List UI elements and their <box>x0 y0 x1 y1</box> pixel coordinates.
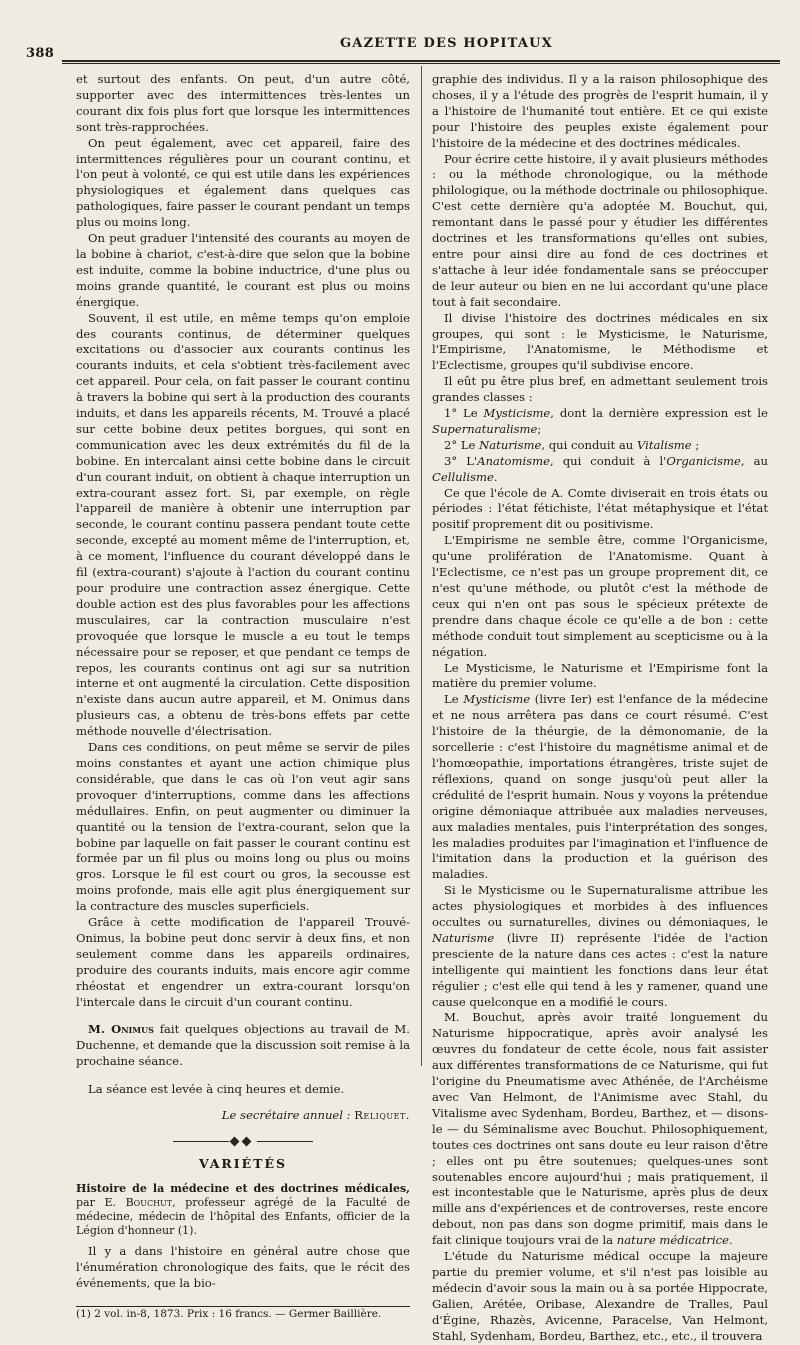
list-term: Naturisme <box>479 437 542 452</box>
article-heading <box>76 1182 410 1238</box>
right-column <box>432 72 768 1345</box>
paragraph: Ce que l'école de A. Comte diviserait en trois états ou périodes : l'état fétichiste, l'état métaphysique et l'état positif proprement dit ou positivisme. <box>432 485 768 532</box>
list-text: , qui conduit au <box>541 437 637 452</box>
paragraph: Dans ces conditions, on peut même se servir de piles moins constantes et ayant une action chimique plus considérable, que dans le cas où l'on veut agir sans provoquer d'interruptions, comme dans les affections médullaires. Enfin, on peut augmenter ou diminuer la quantité ou la tension de l'extra-courant, selon que la bobine par laquelle on fait passer le courant continu est formée par un fil plus ou moins long ou plus ou moins gros. Lorsque le fil est court ou gros, la secousse est moins profonde, mais elle agit plus énergiquement sur la contracture des muscles superficiels. <box>76 740 410 914</box>
header-rule-thin <box>62 63 780 64</box>
paragraph <box>76 1022 410 1070</box>
paragraph-text: (livre II) représente l'idée de l'action presciente de la nature dans ces actes : c'est la nature intelligente qui maintient les fonctions dans leur état régulier ; c'est elle qui tend à les y ramener, quand une cause quelconque en a modifié le cours. <box>432 930 768 1009</box>
speaker-name: M. Onimus <box>88 1022 154 1037</box>
list-term: Cellulisme <box>432 469 494 484</box>
list-text: 1° Le <box>444 406 484 421</box>
paragraph-text: M. Bouchut, après avoir traité longuement du Naturisme hippocratique, après avoir analysé les œuvres du fondateur de cette école, nous fait assister aux différentes transformations de ce Naturisme, qui fut l'origine du Pneumatisme avec Athénée, de l'Archéisme avec Van Helmont, de l'Animisme avec Stahl, du Vitalisme avec Sydenham, Bordeu, Barthez, et — disons-le — du Séminalisme avec Bouchut. Philosophiquement, toutes ces doctrines ont sans doute eu leur raison d'être ; elles ont pu être soutenues; quelques-unes sont soutenables encore aujourd'hui ; mais pratiquement, il est incontestable que le Naturisme, après plus de deux mille ans d'expériences et de controverses, reste encore debout, non pas dans son dogme primitif, mais dans le fait clinique toujours vrai de la <box>432 1010 768 1248</box>
left-column <box>76 72 410 1321</box>
paragraph: Grâce à cette modification de l'appareil Trouvé-Onimus, la bobine peut donc servir à deux fins, et non seulement comme dans les appareils ordinaires, produire des courants induits, mais encore agir comme rhéostat et engendrer un extra-courant lorsqu'on l'intercale dans le circuit d'un courant continu. <box>76 915 410 1009</box>
footnote: (1) 2 vol. in-8, 1873. Prix : 16 francs. — Germer Baillière. <box>76 1307 382 1320</box>
paragraph: On peut graduer l'intensité des courants au moyen de la bobine à chariot, c'est-à-dire que selon que la bobine est induite, comme la bobine inductrice, d'une plus ou moins grande quantité, le courant est plus ou moins énergique. <box>76 231 410 309</box>
paragraph: Souvent, il est utile, en même temps qu'on emploie des courants continus, de déterminer quelques excitations ou d'associer aux courants continus les courants induits, et cela s'obtient très-facilement avec cet appareil. Pour cela, on fait passer le courant continu à travers la bobine qui sert à la production des courants induits, et dans les appareils récents, M. Trouvé a placé sur cette bobine deux petites borgues, qui sont en communication avec les deux extrémités du fil de la bobine. En intercalant ainsi cette bobine dans le circuit d'un courant induit, on obtient à chaque interruption un extra-courant assez fort. Si, par exemple, on règle l'appareil de manière à obtenir une interruption par seconde, le courant continu passera pendant toute cette seconde, excepté au moment même de l'interruption, et, à ce moment, l'influence du courant développé dans le fil (extra-courant) s'ajoute à l'action du courant continu pour produire une contraction assez énergique. Cette double action est des plus favorables pour les affections musculaires, car la contraction musculaire n'est provoquée que lorsque le muscle a eu tout le temps nécessaire pour se reposer, et que pendant ce temps de repos, les courants continus ont agi sur sa nutrition interne et ont augmenté la circulation. Cette disposition n'existe dans aucun autre appareil, et M. Onimus dans plusieurs cas, a obtenu de très-bons effets par cette méthode nouvelle d'électrisation. <box>76 310 410 739</box>
signature-role: Le secrétaire annuel : <box>221 1108 355 1123</box>
paragraph: Il y a dans l'histoire en général autre chose que l'énumération chronologique des faits, que le récit des événements, que la bio- <box>76 1243 410 1290</box>
ornamental-divider <box>173 1138 313 1146</box>
article-title: Histoire de la médecine et des doctrines médicales, <box>76 1181 410 1195</box>
list-term: Mysticisme <box>483 406 551 421</box>
header-rule <box>62 60 780 62</box>
paragraph: Il divise l'histoire des doctrines médicales en six groupes, qui sont : le Mysticisme, le Naturisme, l'Empirisme, l'Anatomisme, le Méthodisme et l'Eclectisme, groupes qu'il subdivise encore. <box>432 310 768 373</box>
signature <box>76 1108 410 1124</box>
page-number: 388 <box>26 46 55 61</box>
list-term: Organicisme <box>666 453 741 468</box>
signature-name: Reliquet. <box>354 1108 410 1123</box>
list-text: , dont la dernière expression est le <box>550 406 768 421</box>
list-item <box>432 438 768 454</box>
paragraph-text: Si le Mysticisme ou le Supernaturalisme attribue les actes physiologiques et morbides à des influences occultes ou surnaturelles, divines ou démoniaques, le <box>432 883 768 930</box>
list-item <box>432 454 768 486</box>
list-text: ; <box>537 421 542 436</box>
list-text: 3° L' <box>444 453 478 468</box>
paragraph <box>432 1010 768 1249</box>
paragraph-text: fait quelques objections au travail de M. Duchenne, et demande que la discussion soit remise à la prochaine séance. <box>76 1022 410 1069</box>
paragraph: Il eût pu être plus bref, en admettant seulement trois grandes classes : <box>432 374 768 405</box>
list-term: Vitalisme <box>636 437 692 452</box>
list-term: Supernaturalisme <box>432 421 538 436</box>
list-text: , au <box>740 453 768 468</box>
list-text: . <box>493 469 498 484</box>
paragraph-term: Mysticisme <box>463 692 531 707</box>
article-byline-text: par E. <box>76 1195 126 1209</box>
paragraph: On peut également, avec cet appareil, faire des intermittences régulières pour un courant continu, et l'on peut à volonté, ce qui est utile dans les expériences physiologiques et également dans quelques cas pathologiques, faire passer le courant pendant un temps plus ou moins long. <box>76 135 410 230</box>
list-text: 2° Le <box>444 437 480 452</box>
paragraph: Le Mysticisme, le Naturisme et l'Empirisme font la matière du premier volume. <box>432 660 768 691</box>
article-author: Bouchut <box>125 1195 173 1209</box>
paragraph <box>432 692 768 883</box>
column-divider <box>421 66 422 1066</box>
list-term: Anatomisme <box>477 453 550 468</box>
paragraph-text: Le <box>444 692 464 707</box>
paragraph-text: . <box>729 1233 733 1248</box>
paragraph: L'étude du Naturisme médical occupe la majeure partie du premier volume, et s'il n'est pas loisible au médecin d'avoir sous la main ou à sa portée Hippocrate, Galien, Arétée, Oribase, Alexandre de Tralles, Paul d'Égine, Rhazès, Avicenne, Paracelse, Van Helmont, Stahl, Sydenham, Bordeu, Barthez, etc., etc., il trouvera <box>432 1249 768 1343</box>
paragraph-term: Naturisme <box>432 930 495 945</box>
section-title: VARIÉTÉS <box>198 1156 288 1171</box>
paragraph <box>432 883 768 1010</box>
paragraph: et surtout des enfants. On peut, d'un autre côté, supporter avec des intermittences très-lentes un courant dix fois plus fort que lorsque les intermittences sont très-rapprochées. <box>76 72 410 134</box>
list-text: , qui conduit à l' <box>549 453 667 468</box>
paragraph-text: (livre Ier) est l'enfance de la médecine et ne nous arrêtera pas dans ce court résumé. C'est l'histoire de la théurgie, de la démonomanie, de la sorcellerie : c'est l'histoire du magnétisme animal et de l'homœopathie, importations étrangères, triste sujet de réflexions, quand on songe jusqu'où peut aller la crédulité de l'esprit humain. Nous y voyons la prétendue origine démoniaque attribuée aux maladies nerveuses, aux maladies mentales, puis l'interprétation des songes, les maladies produites par l'imagination et l'influence de l'imitation dans la production et la guérison des maladies. <box>432 692 768 882</box>
list-item <box>432 406 768 438</box>
paragraph: La séance est levée à cinq heures et demie. <box>88 1082 345 1097</box>
paragraph: Pour écrire cette histoire, il y avait plusieurs méthodes : ou la méthode chronologique, ou la méthode philologique, ou la méthode doctrinale ou philosophique. C'est cette dernière qu'a adoptée M. Bouchut, qui, remontant dans le passé pour y étudier les différentes doctrines et les transformations qu'elles ont subies, entre pour ainsi dire au fond de ces doctrines et s'attache à leur idée fondamentale sans se préoccuper de leur auteur ou bien en ne lui accordant qu'une place tout à fait secondaire. <box>432 151 768 309</box>
paragraph: graphie des individus. Il y a la raison philosophique des choses, il y a l'étude des progrès de l'esprit humain, il y a l'histoire de l'humanité tout entière. Et ce qui existe pour l'histoire des peuples existe également pour l'histoire de la médecine et des doctrines médicales. <box>432 72 768 150</box>
paragraph-term: nature médicatrice <box>616 1233 730 1248</box>
paragraph: L'Empirisme ne semble être, comme l'Organicisme, qu'une prolifération de l'Anatomisme. Quant à l'Eclectisme, ce n'est pas un groupe proprement dit, ce n'est qu'une méthode, ou plutôt c'est la méthode de ceux qui n'en ont pas sous le spécieux prétexte de prendre dans chaque école ce qu'elle a de bon : cette méthode conduit tout simplement au scepticisme ou à la négation. <box>432 533 768 659</box>
running-title: GAZETTE DES HOPITAUX <box>340 36 553 51</box>
list-text: ; <box>691 437 700 452</box>
article-byline-text: , professeur agrégé de la Faculté de médecine, médecin de l'hôpital des Enfants, officier de la Légion d'honneur (1). <box>76 1195 410 1237</box>
